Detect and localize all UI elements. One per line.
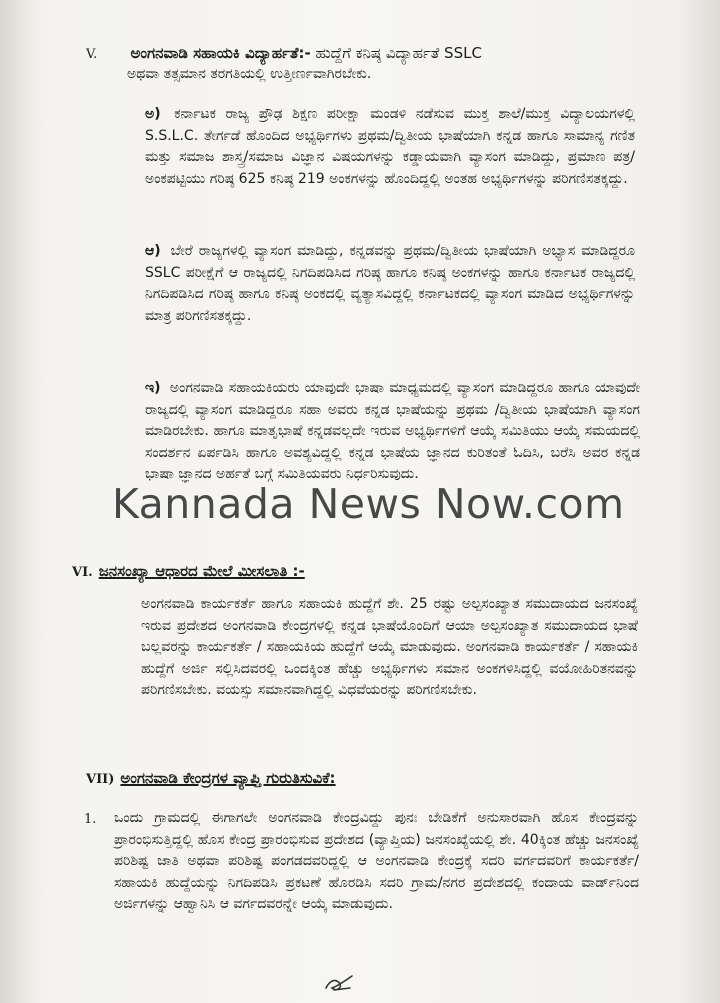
item-1-number: 1.: [84, 812, 97, 827]
section-v-number: V.: [86, 47, 98, 62]
para-b-text: ಬೇರೆ ರಾಜ್ಯಗಳಲ್ಲಿ ವ್ಯಾಸಂಗ ಮಾಡಿದ್ದು, ಕನ್ನಡವನ್ನು ಪ್ರಥಮ/ದ್ವಿತೀಯ ಭಾಷೆಯಾಗಿ ಅಭ್ಯಾಸ ಮಾಡಿದ್ದರೂ SSLC ಪರೀಕ್ಷೆಗೆ ಆ ರಾಜ್ಯದಲ್ಲಿ ನಿಗದಿಪಡಿಸಿದ ಗರಿಷ್ಠ ಹಾಗೂ ಕನಿಷ್ಠ ಅಂಕಗಳನ್ನು ಹಾಗೂ ಕರ್ನಾಟಕ ರಾಜ್ಯದಲ್ಲಿ ನಿಗದಿಪಡಿಸಿದ ಗರಿಷ್ಠ ಹಾಗೂ ಕನಿಷ್ಠ ಅಂಕದಲ್ಲಿ ವ್ಯತ್ಯಾಸವಿದ್ದಲ್ಲಿ ಕರ್ನಾಟಕದಲ್ಲಿ ವ್ಯಾಸಂಗ ಮಾಡಿದ ಅಭ್ಯರ್ಥಿಗಳನ್ನು ಮಾತ್ರ ಪರಿಗಣಿಸತಕ್ಕದ್ದು.: [145, 243, 636, 324]
section-vii-heading: [86, 767, 336, 791]
section-v-heading-line2: ಅಥವಾ ತತ್ಸಮಾನ ತರಗತಿಯಲ್ಲಿ ಉತ್ತೀರ್ಣವಾಗಿರಬೇಕು.: [127, 66, 372, 82]
para-c-marker: ಇ): [145, 380, 161, 396]
signature-mark: [322, 970, 358, 996]
section-v-para-b: [145, 241, 635, 327]
section-v-title: ಅಂಗನವಾಡಿ ಸಹಾಯಕಿ ವಿದ್ಯಾರ್ಹತೆ:-: [130, 44, 311, 62]
section-vi-para: ಅಂಗನವಾಡಿ ಕಾರ್ಯಕರ್ತೆ ಹಾಗೂ ಸಹಾಯಕಿ ಹುದ್ದೆಗೆ ಶೇ. 25 ರಷ್ಟು ಅಲ್ಪಸಂಖ್ಯಾತ ಸಮುದಾಯದ ಜನಸಂಖ್ಯೆ ಇರುವ ಪ್ರದೇಶದ ಅಂಗನವಾಡಿ ಕೇಂದ್ರಗಳಲ್ಲಿ ಕನ್ನಡ ಭಾಷೆಯೊಂದಿಗೆ ಆಯಾ ಅಲ್ಪಸಂಖ್ಯಾತ ಸಮುದಾಯದ ಭಾಷೆ ಬಲ್ಲವರನ್ನು ಕಾರ್ಯಕರ್ತೆ / ಸಹಾಯಕಿಯ ಹುದ್ದೆಗೆ ಆಯ್ಕೆ ಮಾಡುವುದು. ಅಂಗನವಾಡಿ ಕಾರ್ಯಕರ್ತೆ / ಸಹಾಯಕಿ ಹುದ್ದೆಗೆ ಅರ್ಜಿ ಸಲ್ಲಿಸಿದವರಲ್ಲಿ ಒಂದಕ್ಕಿಂತ ಹೆಚ್ಚು ಅಭ್ಯರ್ಥಿಗಳು ಸಮಾನ ಅಂಕಗಳಿಸಿದ್ದಲ್ಲಿ ವಯೋಹಿರಿತನವನ್ನು ಪರಿಗಣಿಸಬೇಕು. ವಯಸ್ಸು ಸಮಾನವಾಗಿದ್ದಲ್ಲಿ ವಿಧವೆಯರನ್ನು ಪರಿಗಣಿಸಬೇಕು.: [141, 596, 638, 698]
para-c-text: ಅಂಗನವಾಡಿ ಸಹಾಯಕಿಯರು ಯಾವುದೇ ಭಾಷಾ ಮಾಧ್ಯಮದಲ್ಲಿ ವ್ಯಾಸಂಗ ಮಾಡಿದ್ದರೂ ಹಾಗೂ ಯಾವುದೇ ರಾಜ್ಯದಲ್ಲಿ ವ್ಯಾಸಂಗ ಮಾಡಿದ್ದರೂ ಸಹಾ ಅವರು ಕನ್ನಡ ಭಾಷೆಯನ್ನು ಪ್ರಥಮ /ದ್ವಿತೀಯ ಭಾಷೆಯಾಗಿ ವ್ಯಾಸಂಗ ಮಾಡಿರಬೇಕು. ಹಾಗೂ ಮಾತೃಭಾಷೆ ಕನ್ನಡವಲ್ಲದೇ ಇರುವ ಅಭ್ಯರ್ಥಿಗಳಿಗೆ ಆಯ್ಕೆ ಸಮಿತಿಯು ಆಯ್ಕೆ ಸಮಯದಲ್ಲಿ ಸಂದರ್ಶನ ಏರ್ಪಡಿಸಿ ಹಾಗೂ ಅವಶ್ಯವಿದ್ದಲ್ಲಿ ಕನ್ನಡ ಭಾಷೆಯ ಜ್ಞಾನದ ಕುರಿತಂತೆ ಓದಿಸಿ, ಬರೆಸಿ ಅವರ ಕನ್ನಡ ಭಾಷಾ ಜ್ಞಾನದ ಅರ್ಹತೆ ಬಗ್ಗೆ ಸಮಿತಿಯವರು ನಿರ್ಧರಿಸುವುದು.: [145, 380, 641, 482]
section-vi-number: VI.: [72, 565, 93, 580]
section-vii-number: VII): [86, 772, 115, 787]
section-vi-heading: [72, 560, 305, 584]
section-vii-title: ಅಂಗನವಾಡಿ ಕೇಂದ್ರಗಳ ವ್ಯಾಪ್ತಿ ಗುರುತಿಸುವಿಕೆ:: [120, 769, 336, 787]
para-a-marker: ಅ): [145, 106, 161, 122]
para-b-marker: ಆ): [145, 243, 161, 259]
para-a-text: ಕರ್ನಾಟಕ ರಾಜ್ಯ ಪ್ರೌಢ ಶಿಕ್ಷಣ ಪರೀಕ್ಷಾ ಮಂಡಳಿ ನಡೆಸುವ ಮುಕ್ತ ಶಾಲೆ/ಮುಕ್ತ ವಿದ್ಯಾಲಯಗಳಲ್ಲಿ S.S.L.C. ತೇರ್ಗಡೆ ಹೊಂದಿದ ಅಭ್ಯರ್ಥಿಗಳು ಪ್ರಥಮ/ದ್ವಿತೀಯ ಭಾಷೆಯಾಗಿ ಕನ್ನಡ ಹಾಗೂ ಸಾಮಾನ್ಯ ಗಣಿತ ಮತ್ತು ಸಮಾಜ ಶಾಸ್ತ್ರ/ಸಮಾಜ ವಿಜ್ಞಾನ ವಿಷಯಗಳನ್ನು ಕಡ್ಡಾಯವಾಗಿ ವ್ಯಾಸಂಗ ಮಾಡಿದ್ದು, ಪ್ರಮಾಣ ಪತ್ರ/ಅಂಕಪಟ್ಟಿಯು ಗರಿಷ್ಠ 625 ಕನಿಷ್ಠ 219 ಅಂಕಗಳನ್ನು ಹೊಂದಿದ್ದಲ್ಲಿ ಅಂತಹ ಅಭ್ಯರ್ಥಿಗಳನ್ನು ಪರಿಗಣಿಸತಕ್ಕದ್ದು.: [145, 106, 636, 187]
section-vi-title: ಜನಸಂಖ್ಯಾ ಆಧಾರದ ಮೇಲೆ ಮೀಸಲಾತಿ :-: [98, 562, 305, 580]
section-v-title-rest: ಹುದ್ದೆಗೆ ಕನಿಷ್ಠ ವಿದ್ಯಾರ್ಹತೆ SSLC: [310, 44, 482, 62]
section-v-para-a: [145, 104, 635, 190]
section-v-heading: [86, 42, 482, 66]
section-vii-item-1: ಒಂದು ಗ್ರಾಮದಲ್ಲಿ ಈಗಾಗಲೇ ಅಂಗನವಾಡಿ ಕೇಂದ್ರವಿದ್ದು ಪುನಃ ಬೇಡಿಕೆಗೆ ಅನುಸಾರವಾಗಿ ಹೊಸ ಕೇಂದ್ರವನ್ನು ಪ್ರಾರಂಭಿಸುತ್ತಿದ್ದಲ್ಲಿ ಹೊಸ ಕೇಂದ್ರ ಪ್ರಾರಂಭಿಸುವ ಪ್ರದೇಶದ (ವ್ಯಾಪ್ತಿಯ) ಜನಸಂಖ್ಯೆಯಲ್ಲಿ ಶೇ. 40ಕ್ಕಿಂತ ಹೆಚ್ಚು ಜನಸಂಖ್ಯೆ ಪರಿಶಿಷ್ಟ ಜಾತಿ ಅಥವಾ ಪರಿಶಿಷ್ಟ ಪಂಗಡದವರಿದ್ದಲ್ಲಿ ಆ ಅಂಗನವಾಡಿ ಕೇಂದ್ರಕ್ಕೆ ಸದರಿ ವರ್ಗದವರಿಗೆ ಕಾರ್ಯಕರ್ತೆ/ಸಹಾಯಕಿ ಹುದ್ದೆಯನ್ನು ನಿಗದಿಪಡಿಸಿ ಪ್ರಕಟಣೆ ಹೊರಡಿಸಿ ಸದರಿ ಗ್ರಾಮ/ನಗರ ಪ್ರದೇಶದಲ್ಲಿ ಕಂದಾಯ ವಾರ್ಡ್‌ನಿಂದ ಅರ್ಜಿಗಳನ್ನು ಆಹ್ವಾನಿಸಿ ಆ ವರ್ಗದವರನ್ನೇ ಆಯ್ಕೆ ಮಾಡುವುದು.: [114, 810, 639, 912]
watermark-text: Kannada News Now.com: [112, 480, 625, 528]
section-v-para-c: [145, 378, 640, 486]
